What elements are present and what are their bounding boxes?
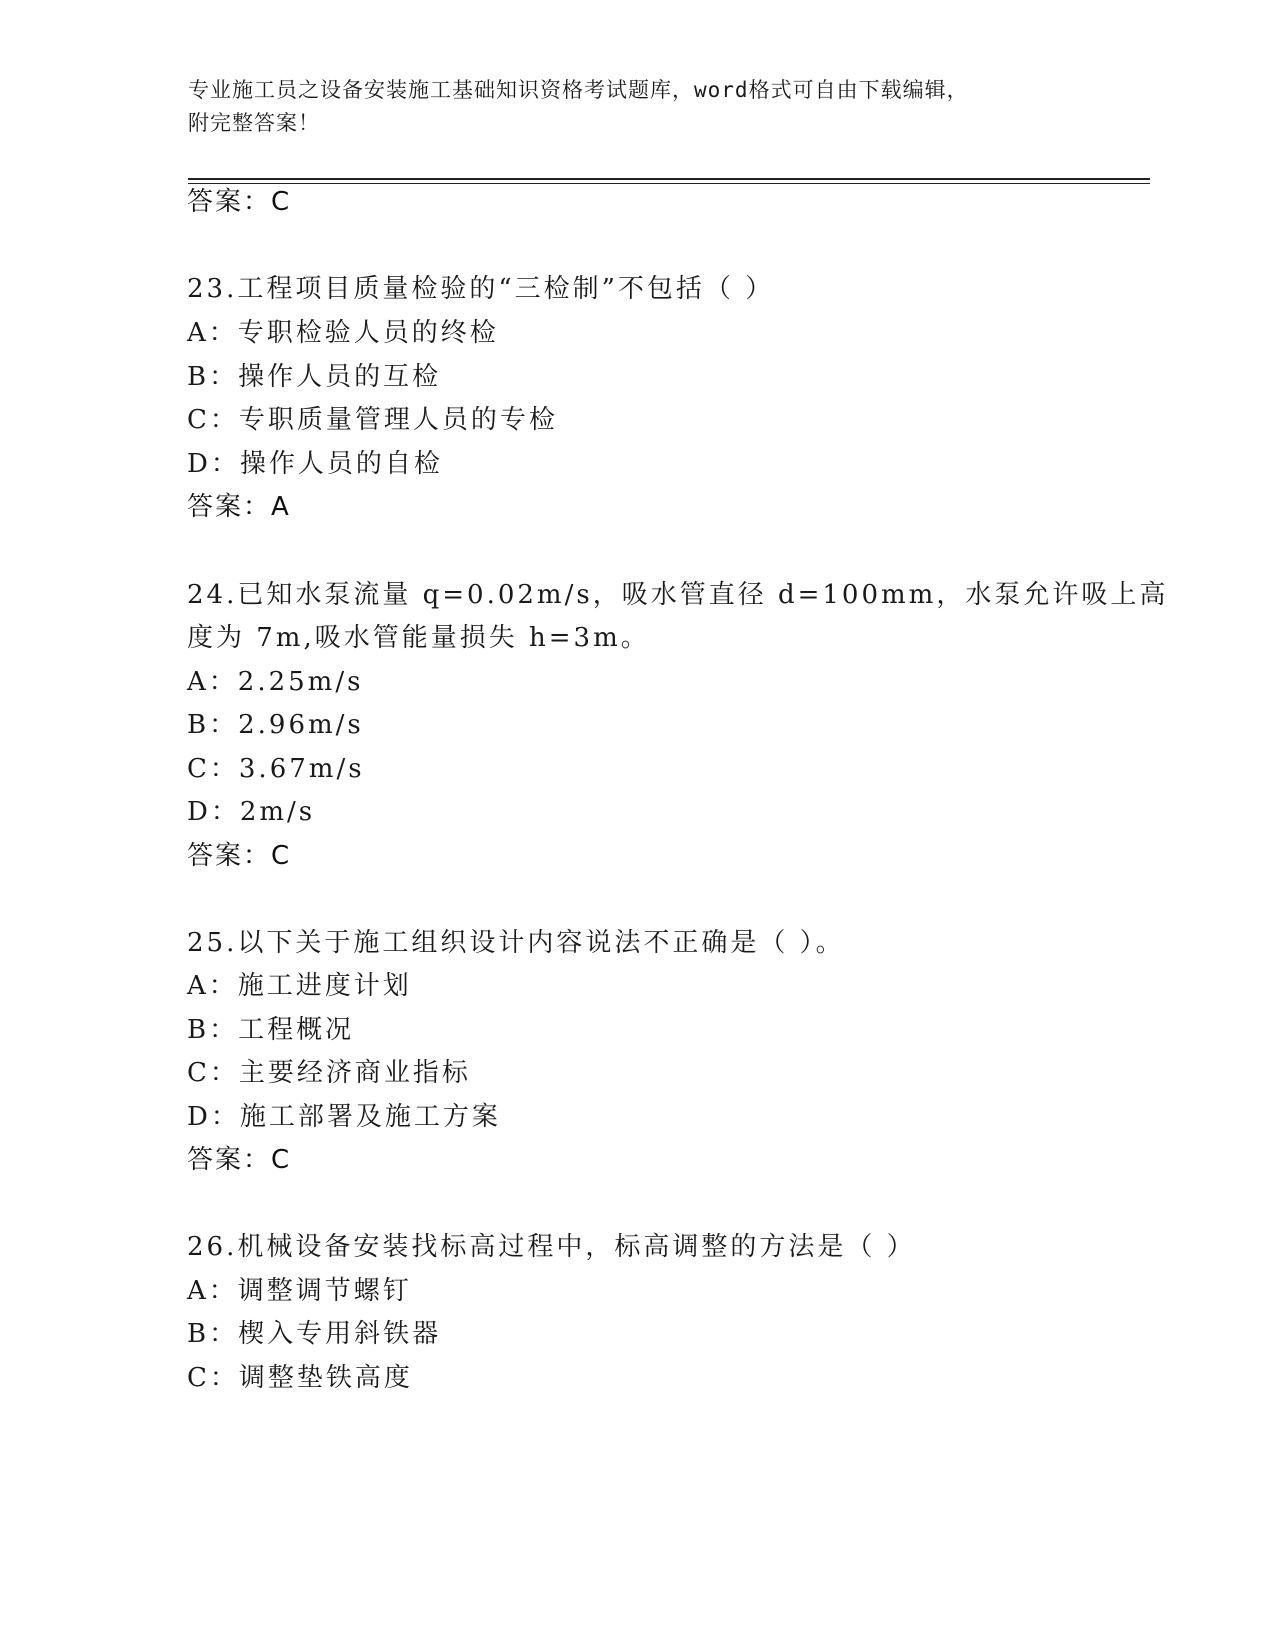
- option-c: C：3.67m/s: [187, 754, 365, 784]
- option-a: A：2.25m/s: [187, 667, 364, 697]
- document-header: [188, 74, 1088, 140]
- answer-q23: 答案：A: [187, 492, 291, 522]
- option-a: A：专职检验人员的终检: [187, 318, 499, 348]
- option-b: B：操作人员的互检: [187, 362, 442, 392]
- header-line-1: 专业施工员之设备安装施工基础知识资格考试题库，word格式可自由下载编辑，: [188, 78, 969, 102]
- answer-q22: 答案：C: [187, 187, 292, 217]
- option-a: A：调整调节螺钉: [187, 1276, 412, 1306]
- header-divider-thick: [188, 178, 1150, 180]
- option-c: C：主要经济商业指标: [187, 1058, 471, 1088]
- option-d: D：操作人员的自检: [187, 449, 443, 479]
- option-d: D：施工部署及施工方案: [187, 1102, 501, 1132]
- question-stem: 23.工程项目质量检验的“三检制”不包括（ ）: [187, 274, 775, 304]
- answer-q25: 答案：C: [187, 1145, 292, 1175]
- option-b: B：工程概况: [187, 1015, 355, 1045]
- option-c: C：专职质量管理人员的专检: [187, 405, 558, 435]
- question-stem: 26.机械设备安装找标高过程中，标高调整的方法是（ ）: [187, 1232, 916, 1262]
- option-b: B：楔入专用斜铁器: [187, 1319, 442, 1349]
- option-d: D：2m/s: [187, 797, 316, 827]
- answer-q24: 答案：C: [187, 841, 292, 871]
- question-stem: 24.已知水泵流量 q=0.02m/s，吸水管直径 d=100mm，水泵允许吸上高: [187, 580, 1169, 610]
- question-stem-continued: 度为 7m,吸水管能量损失 h=3m。: [187, 623, 650, 653]
- header-line-2: 附完整答案！: [188, 111, 320, 135]
- header-divider-thin: [188, 183, 1150, 184]
- option-a: A：施工进度计划: [187, 971, 412, 1001]
- option-b: B：2.96m/s: [187, 710, 364, 740]
- option-c: C：调整垫铁高度: [187, 1363, 413, 1393]
- question-stem: 25.以下关于施工组织设计内容说法不正确是（ ）。: [187, 928, 845, 958]
